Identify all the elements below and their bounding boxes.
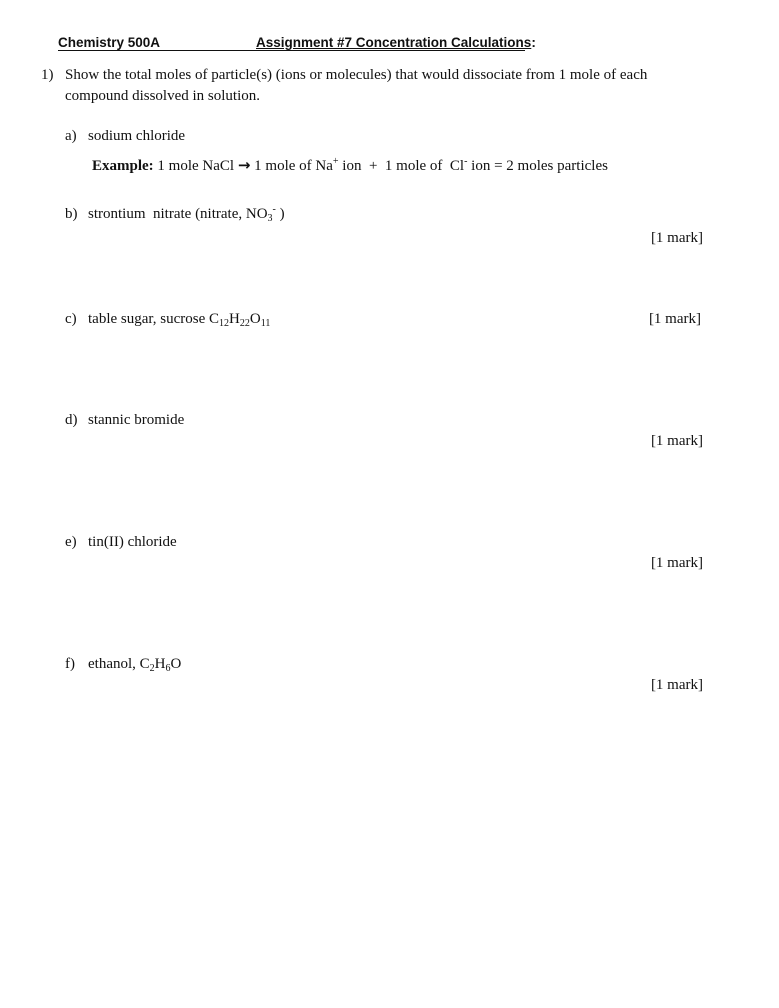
part-f-label: [88, 656, 181, 673]
part-b-label: [88, 206, 285, 223]
minus-superscript: -: [464, 156, 468, 167]
assignment-title-colon: :: [531, 35, 536, 50]
part-b-label-text: strontium nitrate (nitrate, NO: [88, 206, 268, 222]
part-c-sub3: 11: [260, 318, 271, 329]
plus-superscript: +: [332, 156, 339, 167]
example-mid2: ion + 1 mole of Cl: [342, 158, 465, 174]
course-title: Chemistry 500A: [58, 35, 161, 50]
part-f-letter: f): [65, 656, 75, 672]
example-end: ion = 2 moles particles: [471, 158, 608, 174]
part-c-mark: [1 mark]: [648, 311, 701, 327]
question-text-line1: Show the total moles of particle(s) (ions or molecules) that would dissociate from 1 mole of each: [65, 67, 648, 83]
part-d-label: stannic bromide: [88, 412, 185, 428]
part-f-sub1: 2: [149, 663, 155, 674]
part-d-mark: [1 mark]: [650, 433, 703, 449]
part-b-mark: [1 mark]: [650, 230, 703, 246]
part-f-o: O: [170, 656, 182, 672]
part-c-label-text: table sugar, sucrose C: [88, 311, 220, 327]
part-c-sub1: 12: [219, 318, 230, 329]
part-b-sub: 3: [267, 213, 273, 224]
question-text-line2: compound dissolved in solution.: [65, 88, 260, 104]
part-f-h: H: [154, 656, 166, 672]
example-mid1: 1 mole of Na: [254, 158, 333, 174]
part-c-o: O: [249, 311, 261, 327]
question-number: 1): [41, 67, 54, 83]
example-start: 1 mole NaCl: [157, 158, 235, 174]
assignment-title: [256, 35, 536, 50]
part-c-sub2: 22: [239, 318, 250, 329]
header-underline: [58, 50, 525, 51]
part-f-sub2: 6: [165, 663, 171, 674]
part-c-letter: c): [65, 311, 77, 327]
example-label: Example:: [92, 158, 154, 174]
part-c-label: [88, 311, 270, 328]
part-b-letter: b): [65, 206, 78, 222]
example-line: [92, 156, 608, 175]
part-d-letter: d): [65, 412, 78, 428]
part-e-letter: e): [65, 534, 77, 550]
part-f-mark: [1 mark]: [650, 677, 703, 693]
arrow-icon: →: [237, 156, 251, 174]
part-e-mark: [1 mark]: [650, 555, 703, 571]
part-a-label: sodium chloride: [88, 128, 186, 144]
part-b-sup: -: [272, 204, 276, 215]
part-c-h: H: [229, 311, 240, 327]
part-b-close: ): [279, 206, 285, 222]
part-e-label: tin(II) chloride: [88, 534, 177, 550]
part-f-label-text: ethanol, C: [88, 656, 150, 672]
part-a-letter: a): [65, 128, 77, 144]
assignment-title-text: Assignment #7 Concentration Calculations: [256, 35, 532, 50]
